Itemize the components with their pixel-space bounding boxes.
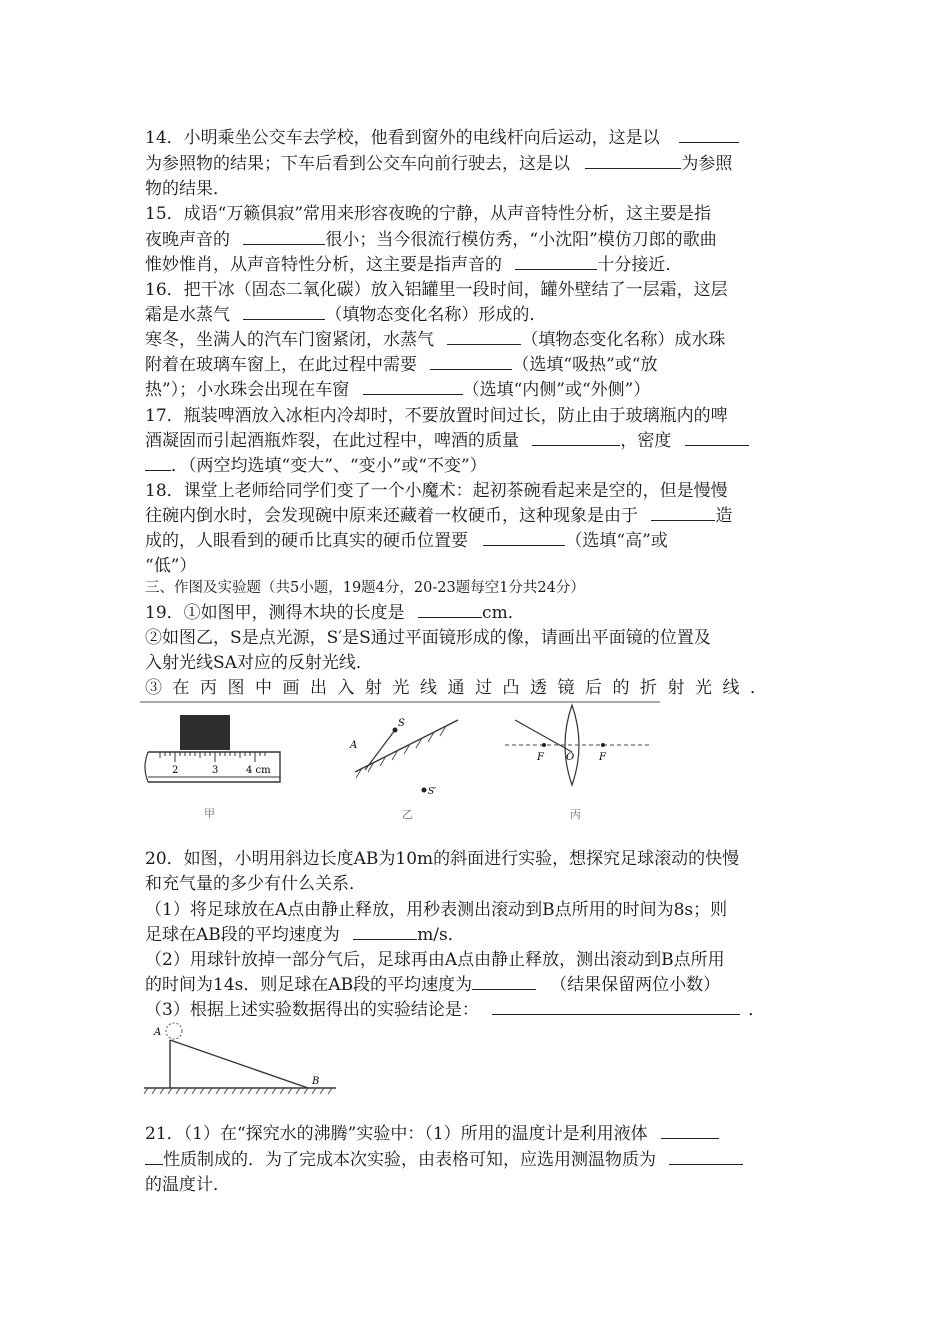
q21-line-1 xyxy=(145,1122,810,1146)
q14-blank-2[interactable] xyxy=(585,152,681,169)
caption-bing: 丙 xyxy=(570,808,581,821)
q14-line-1 xyxy=(145,126,810,150)
q17-blank-2-cont[interactable] xyxy=(145,454,171,471)
q14-line-3 xyxy=(145,177,810,201)
q20-text-1: 20．如图，小明用斜边长度AB为10m的斜面进行实验，想探究足球滚动的快慢 xyxy=(145,849,740,869)
q19-text-3: 入射光线SA对应的反射光线． xyxy=(145,653,373,673)
q20-blank-2[interactable] xyxy=(472,973,536,990)
q20-line-5 xyxy=(145,948,810,972)
q16-line-3 xyxy=(145,328,810,352)
label-s: S xyxy=(398,718,405,729)
caption-yi: 乙 xyxy=(402,808,413,821)
tick-label-2: 2 xyxy=(172,765,179,776)
q20-text-6b: （结果保留两位小数） xyxy=(550,975,721,995)
q19-blank-1[interactable] xyxy=(418,601,482,618)
q17-blank-2[interactable] xyxy=(685,429,749,446)
q14-text-2a: 为参照物的结果；下车后看到公交车向前行驶去，这是以 xyxy=(145,154,570,174)
label-f-right: F xyxy=(599,752,606,763)
q14-text-2b: 为参照 xyxy=(681,154,733,174)
section-3-header xyxy=(145,576,810,600)
q18-line-2 xyxy=(145,504,810,528)
q18-blank-1[interactable] xyxy=(651,504,715,521)
q20-text-3: （1）将足球放在A点由静止释放，用秒表测出滚动到B点所用的时间为8s；则 xyxy=(145,900,728,920)
q16-blank-3[interactable] xyxy=(430,353,512,370)
tick-label-4cm: 4 cm xyxy=(246,765,271,776)
q15-text-1: 15．成语“万籁俱寂”常用来形容夜晚的宁静，从声音特性分析，这主要是指 xyxy=(145,204,712,224)
q14-line-2 xyxy=(145,152,810,176)
q16-blank-4[interactable] xyxy=(363,378,463,395)
q20-line-7 xyxy=(145,998,810,1022)
q17-line-2 xyxy=(145,429,810,453)
q19-line-3 xyxy=(145,651,810,675)
q20-text-5: （2）用球针放掉一部分气后，足球再由A点由静止释放，测出滚动到B点所用 xyxy=(145,950,725,970)
q18-blank-2[interactable] xyxy=(483,529,565,546)
q20-text-4a: 足球在AB段的平均速度为 xyxy=(145,925,340,945)
q16-line-1 xyxy=(145,278,810,302)
q15-text-3a: 惟妙惟肖，从声音特性分析，这主要是指声音的 xyxy=(145,255,502,275)
q18-text-2: 往碗内倒水时，会发现碗中原来还藏着一枚硬币，这种现象是由于 xyxy=(145,506,638,526)
incline-slope-ab xyxy=(170,1040,308,1088)
q17-line-3 xyxy=(145,454,810,478)
q17-text-1: 17．瓶装啤酒放入冰柜内冷却时，不要放置时间过长，防止由于玻璃瓶内的啤 xyxy=(145,406,728,426)
q17-blank-1[interactable] xyxy=(532,429,620,446)
point-s-prime-dot xyxy=(422,788,427,793)
q21-line-3 xyxy=(145,1173,810,1197)
q18-line-1 xyxy=(145,479,810,503)
q20-line-6 xyxy=(145,973,810,997)
q16-text-3b: （填物态变化名称）成水珠 xyxy=(521,330,726,350)
football-at-a xyxy=(166,1023,182,1039)
q20-text-7b: ． xyxy=(748,1000,766,1020)
q19-line-4 xyxy=(145,676,810,700)
tick-label-3: 3 xyxy=(212,765,219,776)
q20-line-2 xyxy=(145,872,810,896)
q15-text-3b: 十分接近． xyxy=(597,255,683,275)
q14-blank-1[interactable] xyxy=(679,126,739,143)
wooden-block xyxy=(180,715,230,750)
q21-text-2a: 性质制成的．为了完成本次实验，由表格可知，应选用测温物质为 xyxy=(163,1150,656,1170)
q16-text-5b: （选填“内侧”或“外侧”） xyxy=(462,380,651,400)
q19-text-1a: 19．①如图甲，测得木块的长度是 xyxy=(145,603,405,623)
q14-text-1: 14．小明乘坐公交车去学校，他看到窗外的电线杆向后运动，这是以 xyxy=(145,128,660,148)
q14-text-3: 物的结果． xyxy=(145,179,230,199)
q16-text-5a: 热”）；小水珠会出现在车窗 xyxy=(145,380,350,400)
q16-text-4a: 附着在玻璃车窗上，在此过程中需要 xyxy=(145,355,417,375)
q20-text-6a: 的时间为14s．则足球在AB段的平均速度为 xyxy=(145,975,473,995)
label-f-left: F xyxy=(537,752,544,763)
q17-line-1 xyxy=(145,404,810,428)
caption-jia: 甲 xyxy=(204,807,215,820)
q20-incline-figure xyxy=(140,1020,340,1100)
mirror-line xyxy=(355,720,458,772)
q18-text-4: “低”） xyxy=(145,556,197,576)
q21-blank-1-cont[interactable] xyxy=(145,1148,163,1165)
q21-blank-1[interactable] xyxy=(661,1122,719,1139)
q16-text-3a: 寒冬，坐满人的汽车门窗紧闭，水蒸气 xyxy=(145,330,434,350)
q21-text-1a: 21．（1）在“探究水的沸腾”实验中：（1）所用的温度计是利用液体 xyxy=(145,1124,648,1144)
q18-line-3 xyxy=(145,529,810,553)
q15-text-2b: 很小；当今很流行模仿秀，“小沈阳”模仿刀郎的歌曲 xyxy=(325,230,717,250)
point-s-dot xyxy=(393,728,398,733)
q16-text-1: 16．把干冰（固态二氧化碳）放入铝罐里一段时间，罐外壁结了一层霜，这层 xyxy=(145,280,728,300)
incident-ray-sa xyxy=(365,730,395,770)
q18-line-4 xyxy=(145,554,810,578)
label-s-prime: S′ xyxy=(428,787,437,797)
q15-blank-1[interactable] xyxy=(243,228,325,245)
q19-text-2: ②如图乙，S是点光源，S′是S通过平面镜形成的像，请画出平面镜的位置及 xyxy=(145,628,711,648)
q18-text-2b: 造 xyxy=(715,506,733,526)
q17-text-3: ．（两空均选填“变大”、“变小”或“不变”） xyxy=(171,456,487,476)
label-b-point: B xyxy=(312,1076,320,1087)
q20-text-4b: m/s． xyxy=(417,925,465,945)
figure-yi-mirror xyxy=(349,718,458,821)
q19-figures xyxy=(140,700,670,825)
q19-text-4: ③在丙图中画出入射光线通过凸透镜后的折射光线． xyxy=(145,678,778,698)
q20-line-4 xyxy=(145,923,810,947)
q20-line-1 xyxy=(145,847,810,871)
q16-blank-1[interactable] xyxy=(243,303,325,320)
q20-text-2: 和充气量的多少有什么关系． xyxy=(145,874,366,894)
q16-text-4b: （选填“吸热”或“放 xyxy=(512,355,658,375)
q16-text-2b: （填物态变化名称）形成的． xyxy=(325,305,547,325)
q16-line-2 xyxy=(145,303,810,327)
q15-line-1 xyxy=(145,202,810,226)
q20-blank-3[interactable] xyxy=(492,998,740,1015)
label-a: A xyxy=(350,740,358,751)
q17-text-2a: 酒凝固而引起酒瓶炸裂，在此过程中，啤酒的质量 xyxy=(145,431,519,451)
q15-text-2a: 夜晚声音的 xyxy=(145,230,230,250)
incident-ray xyxy=(515,720,572,752)
q18-text-3a: 成的，人眼看到的硬币比真实的硬币位置要 xyxy=(145,531,468,551)
q18-text-1: 18．课堂上老师给同学们变了一个小魔术：起初茶碗看起来是空的，但是慢慢 xyxy=(145,481,728,501)
q16-line-4 xyxy=(145,353,810,377)
q19-text-1b: cm． xyxy=(482,603,525,623)
q15-line-2 xyxy=(145,228,810,252)
focus-left-dot xyxy=(542,743,546,747)
q16-text-2a: 霜是水蒸气 xyxy=(145,305,230,325)
q20-blank-1[interactable] xyxy=(353,923,417,940)
figure-bing-lens xyxy=(505,705,650,821)
q15-blank-2[interactable] xyxy=(515,253,597,270)
q16-blank-2[interactable] xyxy=(447,328,521,345)
q16-line-5 xyxy=(145,378,810,402)
label-o: O xyxy=(566,752,575,763)
q21-line-2 xyxy=(145,1148,810,1172)
q20-line-3 xyxy=(145,898,810,922)
q20-text-7a: （3）根据上述实验数据得出的实验结论是： xyxy=(145,1000,479,1020)
section-3-title: 三、作图及实验题（共5小题，19题4分，20-23题每空1分共24分） xyxy=(145,580,585,596)
label-a-point: A xyxy=(154,1027,162,1038)
q19-line-2 xyxy=(145,626,810,650)
q21-blank-2[interactable] xyxy=(669,1148,743,1165)
q18-text-3b: （选填“高”或 xyxy=(565,531,668,551)
q17-text-2b: ，密度 xyxy=(620,431,672,451)
figure-jia-ruler xyxy=(145,715,280,820)
q15-line-3 xyxy=(145,253,810,277)
focus-right-dot xyxy=(601,743,605,747)
q19-line-1 xyxy=(145,601,810,625)
q21-text-3: 的温度计． xyxy=(145,1175,230,1195)
